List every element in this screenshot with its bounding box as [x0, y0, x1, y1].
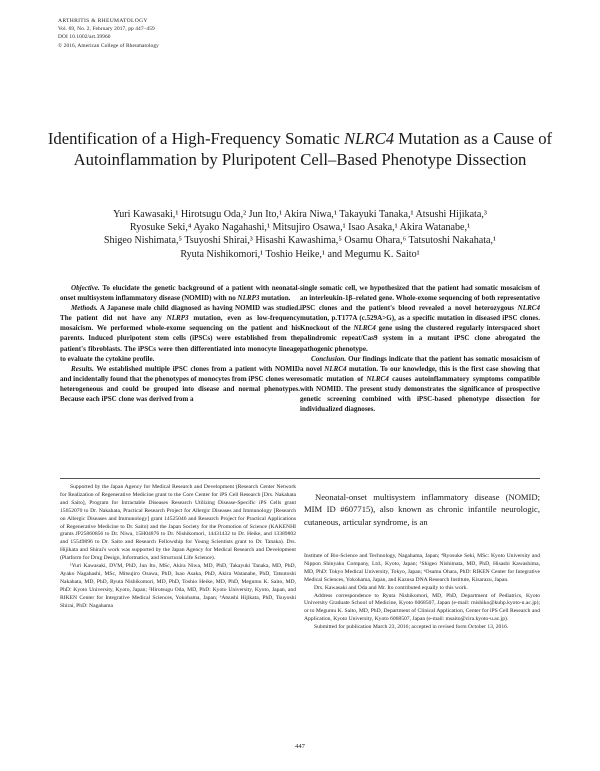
abstract-column-left	[60, 283, 300, 404]
journal-header	[58, 17, 358, 50]
affiliation-footnote: ¹Yuri Kawasaki, DVM, PhD, Jun Ito, MSc, Akira Niwa, MD, PhD, Takayuki Tanaka, MD, PhD, Ayako Nagahashi, MSc, Mitsujiro Osawa, PhD, Isao Asaka, PhD, Akira Watanabe, PhD, Tatsutoshi Nakahata, MD, PhD, Ryuta Nishikomori, MD, PhD, Toshio Heike, MD, PhD, Megumu K. Saito, MD, PhD: Kyoto University, Kyoto, Japan; ²Hirotsugu Oda, MD, PhD: Kyoto University, Kyoto, Japan, and RIKEN Center for Integrative Medical Sciences, Yokohama, Japan; ³Atsushi Hijikata, PhD, Tsuyoshi Shirai, PhD: Nagahama	[60, 563, 296, 609]
abstract-methods	[60, 303, 300, 364]
correspondence-address: Address correspondence to Ryuta Nishikomori, MD, PhD, Department of Pediatrics, Kyoto University Graduate School of Medicine, Kyoto 6068507, Japan (e-mail: rnishiko@kuhp.kyoto-u.ac.jp); or to Megumu K. Saito, MD, PhD, Department of Clinical Application, Center for iPS Cell Research and Application, Kyoto University, Kyoto 6068507, Japan (e-mail: msaito@cira.kyoto-u.ac.jp).	[304, 592, 540, 623]
funding-footnote: Supported by the Japan Agency for Medical Research and Development (Research Center Network for Realization of Regenerative Medicine grant to the Core Center for iPS Cell Research [Drs. Nakahata and Saito], Program for Intractable Diseases Research Utilizing Disease-Specific iPS Cells grant 15652070 to Dr. Nakahata, Practical Research Project for Allergic Diseases and Immunology [Research on Allergic Diseases and Immunology] grant 14525046 and Research Project for Practical Applications of Regenerative Medicine to Dr. Saito) and the Japan Society for the Promotion of Science (KAKENHI grants JP25860856 to Dr. Niwa, 15H04876 to Dr. Nishikomori, 14431432 to Dr. Heike, and 13389802 and 15549896 to Dr. Saito and Research Fellowship for Young Scientists grant to Dr. Tanaka). Drs. Hijikata and Shirai's work was supported by the Japan Agency for Medical Research and Development (Platform for Drug Design, Informatics, and Structural Life Science).	[60, 484, 296, 562]
title-post: Mutation as a Cause of Autoinflammation by Pluripotent Cell–Based Phenotype Dissection	[73, 129, 553, 169]
gene-name: NLRC4	[353, 324, 376, 333]
author-line: Ryosuke Seki,⁴ Ayako Nagahashi,¹ Mitsujiro Osawa,¹ Isao Asaka,¹ Akira Watanabe,¹	[129, 222, 471, 234]
introduction-paragraph: Neonatal-onset multisystem inflammatory disease (NOMID; MIM ID #607715), also known as chronic infantile neurologic, cutaneous, articular syndrome, is an	[304, 492, 540, 527]
volume-info: Vol. 69, No. 2, February 2017, pp 447–459	[58, 26, 155, 33]
gene-name: NLRC4	[366, 374, 389, 383]
author-list	[30, 208, 570, 261]
conclusion-text: mutation. To our knowledge, this is the first case showing that somatic mutation of	[300, 364, 540, 383]
divider	[60, 478, 540, 479]
journal-name: ARTHRITIS & RHEUMATOLOGY	[58, 18, 148, 24]
abstract-objective	[60, 283, 300, 303]
equal-contribution-note: Drs. Kawasaki and Oda and Mr. Ito contributed equally to this work.	[314, 584, 468, 591]
gene-name: NLRP3	[166, 314, 189, 323]
results-text: gene using the clustered regularly interspaced short palindromic repeat/Cas9 system in a mutant iPSC clone abrogated the pathogenic phenotype.	[300, 324, 541, 353]
conclusion-label: Conclusion.	[311, 354, 347, 363]
abstract-results-cont	[300, 283, 540, 354]
submission-dates: Submitted for publication March 23, 2016; accepted in revised form October 13, 2016.	[314, 624, 509, 631]
doi: DOI 10.1002/art.39960	[58, 34, 111, 41]
abstract-conclusion	[300, 354, 540, 415]
article-title	[40, 129, 560, 170]
author-line: Shigeo Nishimata,⁵ Tsuyoshi Shirai,³ Hisashi Kawashima,⁵ Osamu Ohara,⁶ Tatsutoshi Nakahata,¹	[103, 235, 497, 247]
gene-name: NLRC4	[517, 304, 540, 313]
results-text: We established multiple iPSC clones from a patient with NOMID and incidentally found that the phenotypes of monocytes from iPSC clones were heterogeneous and could be grouped into disease and normal phenotypes. Because each iPSC clone was derived from a	[60, 364, 300, 404]
page-number: 447	[295, 743, 305, 750]
author-line: Ryuta Nishikomori,¹ Toshio Heike,¹ and Megumu K. Saito¹	[180, 248, 420, 260]
title-gene: NLRC4	[343, 129, 395, 148]
objective-text-end: mutation.	[259, 294, 291, 303]
methods-label: Methods.	[71, 304, 98, 313]
abstract-column-right	[300, 283, 540, 414]
results-label: Results.	[71, 364, 94, 373]
methods-text: A Japanese male child diagnosed as having NOMID was studied. The patient did not have any	[60, 304, 300, 323]
copyright: © 2016, American College of Rheumatology	[58, 42, 159, 49]
results-text: mutation, p.T177A (c.529A>G), as a specific mutation in diseased iPSC clones. Knockout of the	[300, 314, 540, 333]
gene-name: NLRC4	[324, 364, 347, 373]
results-text: single somatic cell, we hypothesized that the patient had somatic mosaicism of an interleukin-1β–related gene. Whole-exome sequencing of both representative iPSC clones and the patient's blood revealed a novel heterozygous	[300, 284, 540, 313]
methods-text-end: mutation, even as low-frequency mosaicism. We performed whole-exome sequencing on the patient and his parents. Induced pluripotent stem cells (iPSCs) were established from the patient's fibroblasts. The iPSCs were then differentiated into monocyte lineage to evaluate the cytokine profile.	[60, 314, 300, 363]
author-line: Yuri Kawasaki,¹ Hirotsugu Oda,² Jun Ito,¹ Akira Niwa,¹ Takayuki Tanaka,¹ Atsushi Hijikata,³	[113, 209, 487, 220]
footnotes-right	[304, 553, 540, 632]
footnotes-left	[60, 484, 296, 611]
title-pre: Identification of a High-Frequency Somatic	[47, 129, 344, 148]
conclusion-text: causes autoinflammatory symptoms compatible with NOMID. The present study demonstrates the significance of prospective genetic screening combined with iPSC-based phenotype dissection for individualized diagnoses.	[300, 374, 541, 414]
abstract-results	[60, 364, 300, 404]
gene-name: NLRP3	[237, 294, 260, 303]
affiliation-footnote-cont: Institute of Bio-Science and Technology, Nagahama, Japan; ⁴Ryosuke Seki, MSc: Kyoto University and Nippon Shinyaku Company, Ltd., Kyoto, Japan; ⁵Shigeo Nishimata, MD, PhD, Hisashi Kawashima, MD, PhD: Tokyo Medical University, Tokyo, Japan; ⁶Osamu Ohara, PhD: RIKEN Center for Integrative Medical Sciences, Yokohama, Japan, and Kazusa DNA Research Institute, Kisarazu, Japan.	[304, 553, 540, 583]
objective-text: To elucidate the genetic background of a patient with neonatal-onset multisystem inflammatory disease (NOMID) with no	[60, 284, 300, 303]
conclusion-text: Our findings indicate that the patient has somatic mosaicism of a novel	[300, 354, 540, 373]
objective-label: Objective.	[71, 284, 100, 292]
